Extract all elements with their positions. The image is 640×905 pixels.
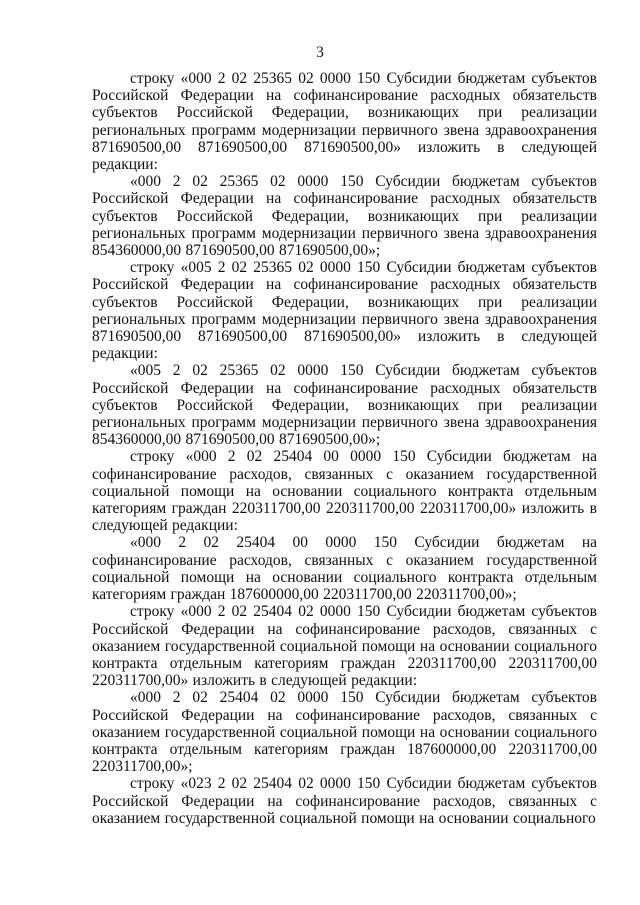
paragraph: «000 2 02 25404 02 0000 150 Субсидии бюджетам субъектов Российской Федерации на софинансирование расходов, связанных с оказанием государственной социальной помощи на основании социального контракта отдельным категориям граждан 187600000,00 220311700,00 220311700,00»; (92, 689, 597, 776)
document-body (92, 70, 597, 827)
paragraph: «000 2 02 25365 02 0000 150 Субсидии бюджетам субъектов Российской Федерации на софинансирование расходных обязательств субъектов Российской Федерации, возникающих при реализации региональных программ модернизации первичного звена здравоохранения 854360000,00 871690500,00 871690500,00»; (92, 173, 597, 260)
paragraph: строку «005 2 02 25365 02 0000 150 Субсидии бюджетам субъектов Российской Федерации на софинансирование расходных обязательств субъектов Российской Федерации, возникающих при реализации региональных программ модернизации первичного звена здравоохранения 871690500,00 871690500,00 871690500,00» изложить в следующей редакции: (92, 259, 597, 363)
page-number: 3 (316, 44, 324, 61)
paragraph: «005 2 02 25365 02 0000 150 Субсидии бюджетам субъектов Российской Федерации на софинансирование расходных обязательств субъектов Российской Федерации, возникающих при реализации региональных программ модернизации первичного звена здравоохранения 854360000,00 871690500,00 871690500,00»; (92, 362, 597, 449)
paragraph: строку «000 2 02 25365 02 0000 150 Субсидии бюджетам субъектов Российской Федерации на софинансирование расходных обязательств субъектов Российской Федерации, возникающих при реализации региональных программ модернизации первичного звена здравоохранения 871690500,00 871690500,00 871690500,00» изложить в следующей редакции: (92, 70, 597, 174)
paragraph: строку «000 2 02 25404 02 0000 150 Субсидии бюджетам субъектов Российской Федерации на софинансирование расходов, связанных с оказанием государственной социальной помощи на основании социального контракта отдельным категориям граждан 220311700,00 220311700,00 220311700,00» изложить в следующей редакции: (92, 603, 597, 690)
paragraph: строку «023 2 02 25404 02 0000 150 Субсидии бюджетам субъектов Российской Федерации на софинансирование расходов, связанных с оказанием государственной социальной помощи на основании социального (92, 775, 597, 827)
paragraph: строку «000 2 02 25404 00 0000 150 Субсидии бюджетам на софинансирование расходов, связанных с оказанием государственной социальной помощи на основании социального контракта отдельным категориям граждан 220311700,00 220311700,00 220311700,00» изложить в следующей редакции: (92, 448, 597, 535)
paragraph: «000 2 02 25404 00 0000 150 Субсидии бюджетам на софинансирование расходов, связанных с оказанием государственной социальной помощи на основании социального контракта отдельным категориям граждан 187600000,00 220311700,00 220311700,00»; (92, 534, 597, 604)
